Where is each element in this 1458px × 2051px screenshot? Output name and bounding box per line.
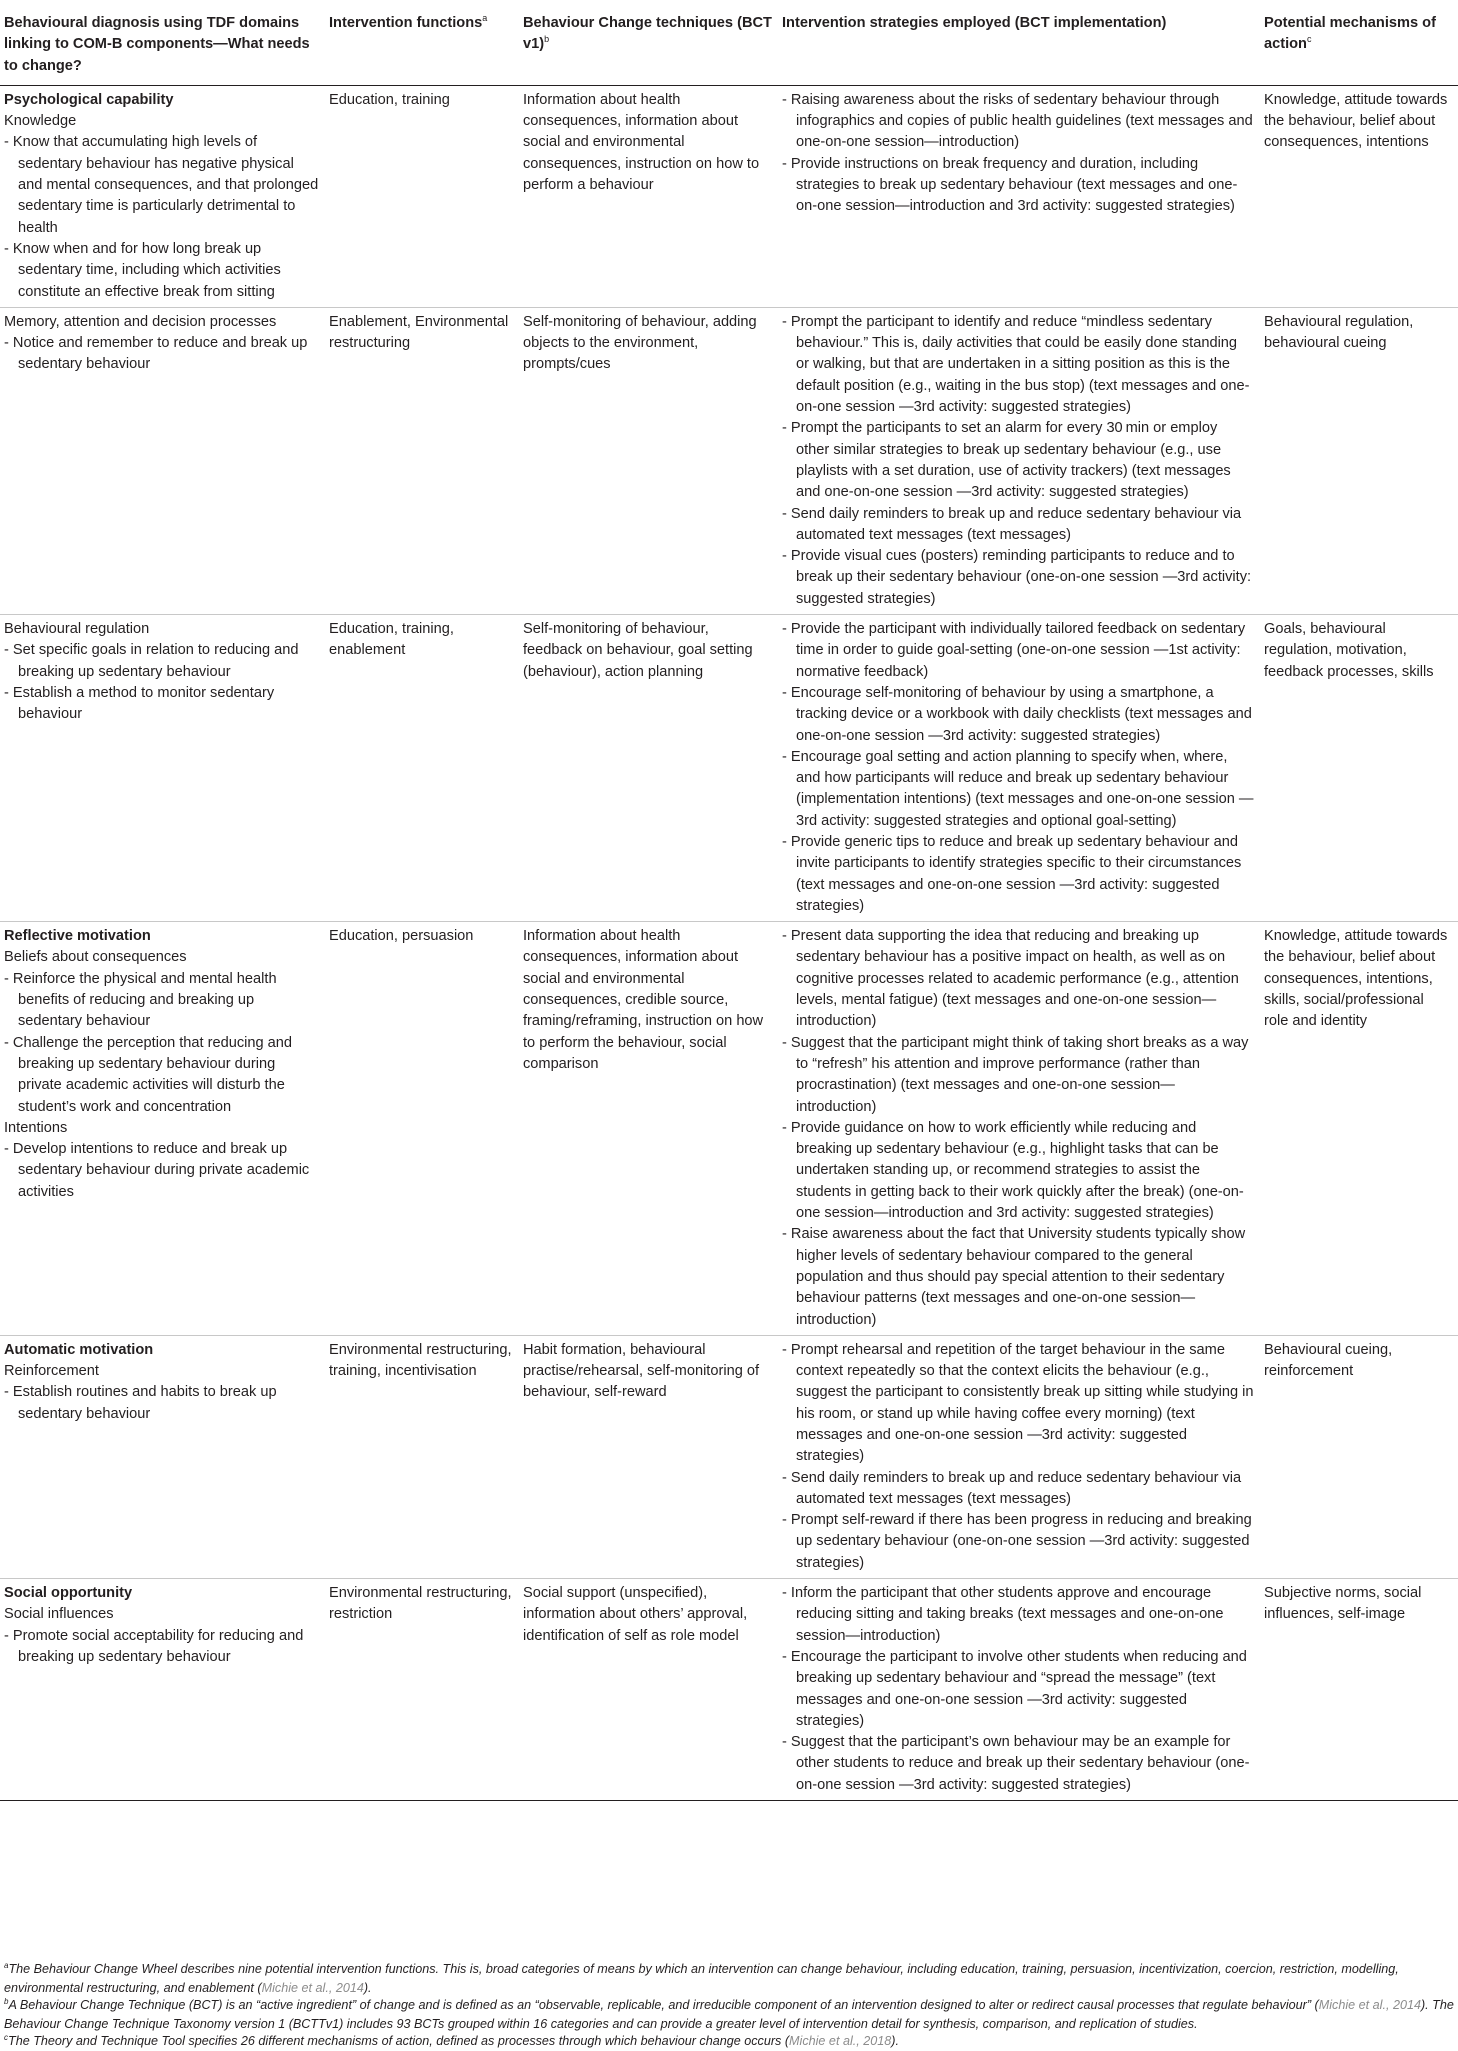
citation-link[interactable]: Michie et al., 2014 xyxy=(1318,1998,1421,2012)
category-heading: Social opportunity xyxy=(4,1585,133,1602)
diagnosis-item: - Establish routines and habits to break up sedentary behaviour xyxy=(4,1384,277,1422)
cell-mechanisms: Behavioural regulation, behavioural cueing xyxy=(1260,307,1458,614)
header-bct: Behaviour Change techniques (BCT v1)$^b$ xyxy=(519,4,778,85)
cell-strategies xyxy=(778,307,1260,614)
category-heading: Automatic motivation xyxy=(4,1341,154,1358)
strategy-item: - Send daily reminders to break up and reduce sedentary behaviour via automated text messages (text messages) xyxy=(782,505,1242,543)
strategy-item: - Provide visual cues (posters) reminding participants to reduce and to break up their sedentary behaviour (one-on-one session —3rd activity: suggested strategies) xyxy=(782,548,1252,607)
header-intervention-strategies: Intervention strategies employed (BCT implementation) xyxy=(778,4,1260,85)
category-heading: Psychological capability xyxy=(4,91,174,108)
cell-diagnosis xyxy=(0,1579,325,1801)
cell-diagnosis xyxy=(0,85,325,307)
domain-label: Reinforcement xyxy=(4,1363,99,1380)
strategy-item: - Prompt self-reward if there has been progress in reducing and breaking up sedentary behaviour (one-on-one session —3rd activity: suggested strategies) xyxy=(782,1512,1252,1571)
cell-mechanisms: Knowledge, attitude towards the behaviour, belief about consequences, intentions, skills, social/professional role and identity xyxy=(1260,922,1458,1336)
diagnosis-item: - Challenge the perception that reducing and breaking up sedentary behaviour during private academic activities will disturb the student’s work and concentration xyxy=(4,1034,293,1115)
table-row xyxy=(0,85,1458,307)
strategy-item: - Provide guidance on how to work efficiently while reducing and breaking up sedentary behaviour (e.g., highlight tasks that can be undertaken standing up, or recommend strategies to assist the students in getting back to their work quickly after the break) (one-on-one session—introduction and 3rd activity: suggested strategies) xyxy=(782,1119,1244,1222)
table-header-row xyxy=(0,4,1458,85)
footnote-a: $^a$The Behaviour Change Wheel describes nine potential intervention functions. This is, broad categories of means by which an intervention can change behaviour, including education, training, persuasion, incentivization, coercion, restriction, modelling, environmental restructuring, and enablement (Michie et al., 2014). xyxy=(4,1960,1399,1995)
table-row xyxy=(0,1335,1458,1578)
cell-strategies xyxy=(778,85,1260,307)
domain-label: Memory, attention and decision processes xyxy=(4,313,277,330)
header-behavioural-diagnosis: Behavioural diagnosis using TDF domains linking to COM-B components—What needs to change? xyxy=(0,4,325,85)
citation-link[interactable]: Michie et al., 2018 xyxy=(789,2034,892,2048)
strategy-item: - Present data supporting the idea that reducing and breaking up sedentary behaviour has a positive impact on health, as well as on cognitive processes related to academic performance (e.g., attention levels, mental fatigue) (text messages and one-on-one session—introduction) xyxy=(782,928,1239,1030)
strategy-item: - Inform the participant that other students approve and encourage reducing sitting and taking breaks (text messages and one-on-one session—introduction) xyxy=(782,1585,1224,1644)
footnote-mark-c: c xyxy=(1306,34,1312,45)
table-row xyxy=(0,1579,1458,1801)
cell-diagnosis xyxy=(0,1335,325,1578)
domain-label: Behavioural regulation xyxy=(4,621,150,638)
category-heading: Reflective motivation xyxy=(4,928,151,945)
cell-functions: Education, training, enablement xyxy=(325,615,519,922)
cell-strategies xyxy=(778,922,1260,1336)
bct-table xyxy=(0,4,1458,1801)
cell-diagnosis xyxy=(0,307,325,614)
cell-diagnosis xyxy=(0,615,325,922)
header-intervention-functions: Intervention functions$^a$ xyxy=(325,4,519,85)
cell-bct: Social support (unspecified), information about others’ approval, identification of self as role model xyxy=(519,1579,778,1801)
cell-strategies xyxy=(778,1579,1260,1801)
diagnosis-item: - Notice and remember to reduce and break up sedentary behaviour xyxy=(4,335,308,373)
footnote-mark-a: a xyxy=(482,13,488,24)
domain-label: Intentions xyxy=(4,1119,68,1136)
diagnosis-item: - Know when and for how long break up sedentary time, including which activities constitute an effective break from sitting xyxy=(4,240,281,300)
strategy-item: - Encourage self-monitoring of behaviour by using a smartphone, a tracking device or a workbook with daily checklists (text messages and one-on-one session —3rd activity: suggested strategies) xyxy=(782,684,1252,744)
strategy-item: - Provide the participant with individually tailored feedback on sedentary time in order to guide goal-setting (one-on-one session —1st activity: normative feedback) xyxy=(782,621,1246,680)
table-row xyxy=(0,922,1458,1336)
table-row xyxy=(0,307,1458,614)
cell-mechanisms: Subjective norms, social influences, self-image xyxy=(1260,1579,1458,1801)
cell-mechanisms: Goals, behavioural regulation, motivation, feedback processes, skills xyxy=(1260,615,1458,922)
diagnosis-item: - Establish a method to monitor sedentary behaviour xyxy=(4,684,275,723)
citation-link[interactable]: Michie et al., 2014 xyxy=(261,1980,364,1995)
strategy-item: - Prompt rehearsal and repetition of the target behaviour in the same context repeatedly so that the context elicits the behaviour (e.g., suggest the participant to consistently break up sitting while studying in his room, or stand up while having coffee every morning) (text messages and one-on-one session —3rd activity: suggested strategies) xyxy=(782,1341,1254,1465)
cell-functions: Environmental restructuring, restriction xyxy=(325,1579,519,1801)
table-row xyxy=(0,615,1458,922)
strategy-item: - Suggest that the participant might think of taking short breaks as a way to “refresh” his attention and improve performance (rather than procrastination) (text messages and one-on-one session—introduction) xyxy=(782,1034,1249,1115)
cell-mechanisms: Behavioural cueing, reinforcement xyxy=(1260,1335,1458,1578)
cell-strategies xyxy=(778,1335,1260,1578)
cell-functions: Environmental restructuring, training, incentivisation xyxy=(325,1335,519,1578)
cell-bct: Self-monitoring of behaviour, adding objects to the environment, prompts/cues xyxy=(519,307,778,614)
diagnosis-item: - Know that accumulating high levels of sedentary behaviour has negative physical and mental consequences, and that prolonged sedentary time is particularly detrimental to health xyxy=(4,134,319,236)
strategy-item: - Prompt the participants to set an alarm for every 30 min or employ other similar strategies to break up sedentary behaviour (e.g., use playlists with a set duration, use of activity trackers) (text messages and one-on-one session —3rd activity: suggested strategies) xyxy=(782,420,1231,501)
cell-bct: Habit formation, behavioural practise/rehearsal, self-monitoring of behaviour, self-reward xyxy=(519,1335,778,1578)
cell-bct: Self-monitoring of behaviour, feedback on behaviour, goal setting (behaviour), action planning xyxy=(519,615,778,922)
domain-label: Knowledge xyxy=(4,113,77,130)
cell-strategies xyxy=(778,615,1260,922)
diagnosis-item: - Set specific goals in relation to reducing and breaking up sedentary behaviour xyxy=(4,642,299,680)
domain-label: Beliefs about consequences xyxy=(4,949,187,966)
strategy-item: - Encourage the participant to involve other students when reducing and breaking up sedentary behaviour and “spread the message” (text messages and one-on-one session —3rd activity: suggested strategies) xyxy=(782,1648,1247,1729)
strategy-item: - Prompt the participant to identify and reduce “mindless sedentary behaviour.” This is, daily activities that could be easily done standing or walking, but that are undertaken in a sitting position as this is the default position (e.g., waiting in the bus stop) (text messages and one-on-one session —3rd activity: suggested strategies) xyxy=(782,313,1250,416)
domain-label: Social influences xyxy=(4,1606,114,1623)
diagnosis-item: - Promote social acceptability for reducing and breaking up sedentary behaviour xyxy=(4,1627,304,1665)
strategy-item: - Raise awareness about the fact that University students typically show higher levels of sedentary behaviour compared to the general population and thus should pay special attention to their sedentary behaviour patterns (text messages and one-on-one session—introduction) xyxy=(782,1226,1246,1328)
strategy-item: - Send daily reminders to break up and reduce sedentary behaviour via automated text messages (text messages) xyxy=(782,1469,1242,1507)
footnote-mark-b: b xyxy=(544,34,550,45)
strategy-item: - Raising awareness about the risks of sedentary behaviour through infographics and copies of public health guidelines (text messages and one-on-one session—introduction) xyxy=(782,91,1253,151)
strategy-item: - Suggest that the participant’s own behaviour may be an example for other students to reduce and break up their sedentary behaviour (one-on-one session —3rd activity: suggested strategies) xyxy=(782,1734,1250,1793)
cell-diagnosis xyxy=(0,922,325,1336)
strategy-item: - Provide instructions on break frequency and duration, including strategies to break up sedentary behaviour (text messages and one-on-one session—introduction and 3rd activity: suggested strategies) xyxy=(782,155,1238,215)
strategy-item: - Provide generic tips to reduce and break up sedentary behaviour and invite participants to identify strategies specific to their circumstances (text messages and one-on-one session —3rd activity: suggested strategies) xyxy=(782,833,1242,914)
cell-bct: Information about health consequences, information about social and environmental consequences, credible source, framing/reframing, instruction on how to perform the behaviour, social comparison xyxy=(519,922,778,1336)
table-body xyxy=(0,85,1458,1800)
cell-bct: Information about health consequences, information about social and environmental consequences, instruction on how to perform a behaviour xyxy=(519,85,778,307)
diagnosis-item: - Develop intentions to reduce and break up sedentary behaviour during private academic activities xyxy=(4,1141,310,1200)
diagnosis-item: - Reinforce the physical and mental health benefits of reducing and breaking up sedentary behaviour xyxy=(4,970,277,1030)
cell-functions: Enablement, Environmental restructuring xyxy=(325,307,519,614)
header-mechanisms: Potential mechanisms of action$^c$ xyxy=(1260,4,1458,85)
cell-functions: Education, training xyxy=(325,85,519,307)
cell-mechanisms: Knowledge, attitude towards the behaviour, belief about consequences, intentions xyxy=(1260,85,1458,307)
footnote-c: $^c$The Theory and Technique Tool specifies 26 different mechanisms of action, defined as processes through which behaviour change occurs (Michie et al., 2018). xyxy=(4,2032,899,2048)
cell-functions: Education, persuasion xyxy=(325,922,519,1336)
strategy-item: - Encourage goal setting and action planning to specify when, where, and how participants will reduce and break up sedentary behaviour (implementation intentions) (text messages and one-on-one session —3rd activity: suggested strategies and optional goal-setting) xyxy=(782,748,1254,829)
footnote-b: $^b$A Behaviour Change Technique (BCT) is an “active ingredient” of change and is defined as an “observable, replicable, and irreducible component of an intervention designed to alter or redirect causal processes that regulate behaviour” (Michie et al., 2014). The Behaviour Change Technique Taxonomy version 1 (BCTTv1) includes 93 BCTs grouped within 16 categories and can provide a greater level of intervention detail for synthesis, comparison, and replication of studies. xyxy=(4,1996,1454,2031)
